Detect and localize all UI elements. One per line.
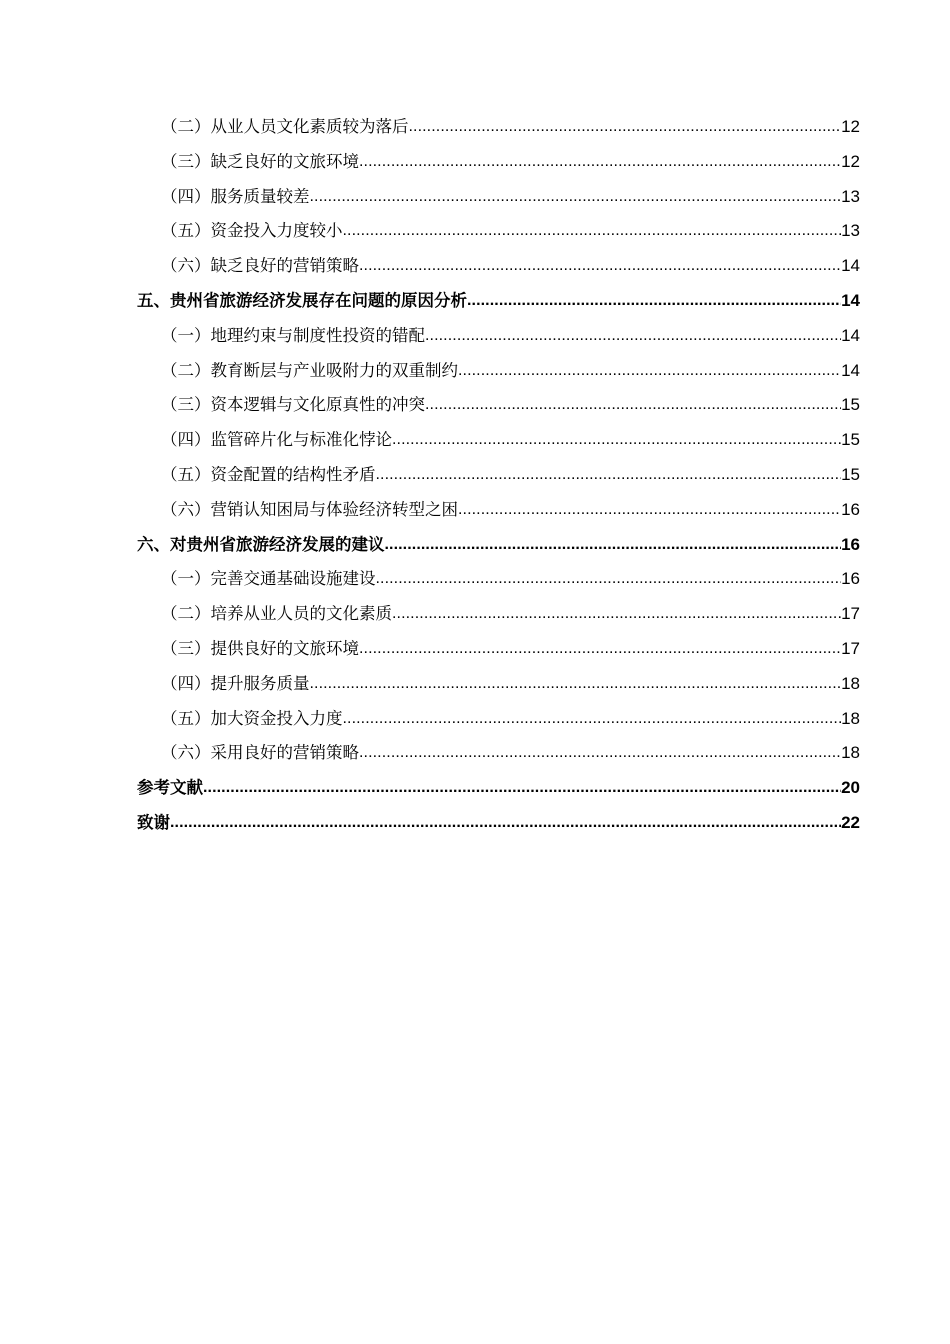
toc-entry[interactable] [137,214,860,249]
toc-page-number: 17 [841,638,860,658]
toc-entry[interactable] [137,632,860,667]
toc-entry-title: （二）培养从业人员的文化素质 [161,604,392,624]
toc-dot-leader [458,354,841,389]
toc-entry-title: （四）提升服务质量 [161,673,310,693]
toc-dot-leader [359,736,841,771]
toc-page-number: 14 [841,290,860,310]
toc-dot-leader [359,249,841,284]
toc-entry-title: （二）从业人员文化素质较为落后 [161,117,409,136]
toc-entry-title: （四）监管碎片化与标准化悖论 [161,430,392,450]
toc-entry[interactable] [137,736,860,771]
toc-entry[interactable] [137,249,860,284]
toc-entry-title: （三）资本逻辑与文化原真性的冲突 [161,395,425,415]
toc-entry-title: （五）加大资金投入力度 [161,708,343,728]
toc-dot-leader [359,145,841,180]
toc-entry[interactable] [137,145,860,180]
toc-entry-title: 参考文献 [137,778,203,798]
toc-section-heading[interactable] [137,806,860,841]
toc-page-number: 18 [841,708,860,728]
toc-entry[interactable] [137,423,860,458]
toc-entry-title: （二）教育断层与产业吸附力的双重制约 [161,360,458,380]
toc-entry-title: （四）服务质量较差 [161,186,310,206]
toc-dot-leader [385,528,842,563]
toc-dot-leader [458,493,841,528]
toc-section-heading[interactable] [137,284,860,319]
toc-entry-title: （三）提供良好的文旅环境 [161,638,359,658]
toc-page-number: 13 [841,221,860,241]
toc-entry-title: （五）资金投入力度较小 [161,221,343,241]
toc-dot-leader [392,423,841,458]
toc-page-number: 16 [841,499,860,519]
toc-page-number: 16 [841,534,860,554]
toc-page-number: 16 [841,569,860,589]
toc-page-number: 20 [841,778,860,798]
toc-dot-leader [425,388,841,423]
toc-dot-leader [392,597,841,632]
toc-entry-title: （三）缺乏良好的文旅环境 [161,151,359,171]
toc-page-number: 13 [841,186,860,206]
toc-page-number: 15 [841,464,860,484]
toc-section-heading[interactable] [137,771,860,806]
toc-page-number: 14 [841,256,860,276]
toc-page-number: 14 [841,360,860,380]
toc-page-number: 18 [841,743,860,763]
toc-entry[interactable] [137,388,860,423]
toc-page-number: 12 [841,117,860,136]
toc-entry-title: 致谢 [137,812,170,832]
toc-page-number: 15 [841,395,860,415]
toc-entry-title: 五、贵州省旅游经济发展存在问题的原因分析 [137,290,467,310]
toc-page-number: 15 [841,430,860,450]
toc-section-heading[interactable] [137,528,860,563]
toc-entry-title: 六、对贵州省旅游经济发展的建议 [137,534,385,554]
toc-dot-leader [203,771,841,806]
toc-page-number: 12 [841,151,860,171]
toc-dot-leader [409,110,842,145]
toc-entry-title: （六）缺乏良好的营销策略 [161,256,359,276]
toc-dot-leader [359,632,841,667]
toc-entry[interactable] [137,493,860,528]
toc-entry[interactable] [137,319,860,354]
toc-entry-title: （六）营销认知困局与体验经济转型之困 [161,499,458,519]
toc-dot-leader [310,667,842,702]
toc-entry-title: （一）地理约束与制度性投资的错配 [161,325,425,345]
toc-entry-title: （五）资金配置的结构性矛盾 [161,464,376,484]
toc-dot-leader [310,180,842,215]
toc-dot-leader [343,702,842,737]
table-of-contents [137,110,860,841]
toc-page-number: 17 [841,604,860,624]
toc-dot-leader [376,562,842,597]
toc-dot-leader [170,806,841,841]
toc-entry[interactable] [137,458,860,493]
toc-entry[interactable] [137,702,860,737]
toc-entry[interactable] [137,667,860,702]
toc-entry[interactable] [137,562,860,597]
toc-entry[interactable] [137,597,860,632]
toc-dot-leader [343,214,842,249]
toc-dot-leader [376,458,842,493]
toc-entry[interactable] [137,110,860,145]
toc-page-number: 22 [841,812,860,832]
toc-entry[interactable] [137,354,860,389]
toc-dot-leader [467,284,841,319]
toc-entry[interactable] [137,180,860,215]
toc-entry-title: （一）完善交通基础设施建设 [161,569,376,589]
toc-entry-title: （六）采用良好的营销策略 [161,743,359,763]
toc-page-number: 14 [841,325,860,345]
toc-dot-leader [425,319,841,354]
toc-page-number: 18 [841,673,860,693]
